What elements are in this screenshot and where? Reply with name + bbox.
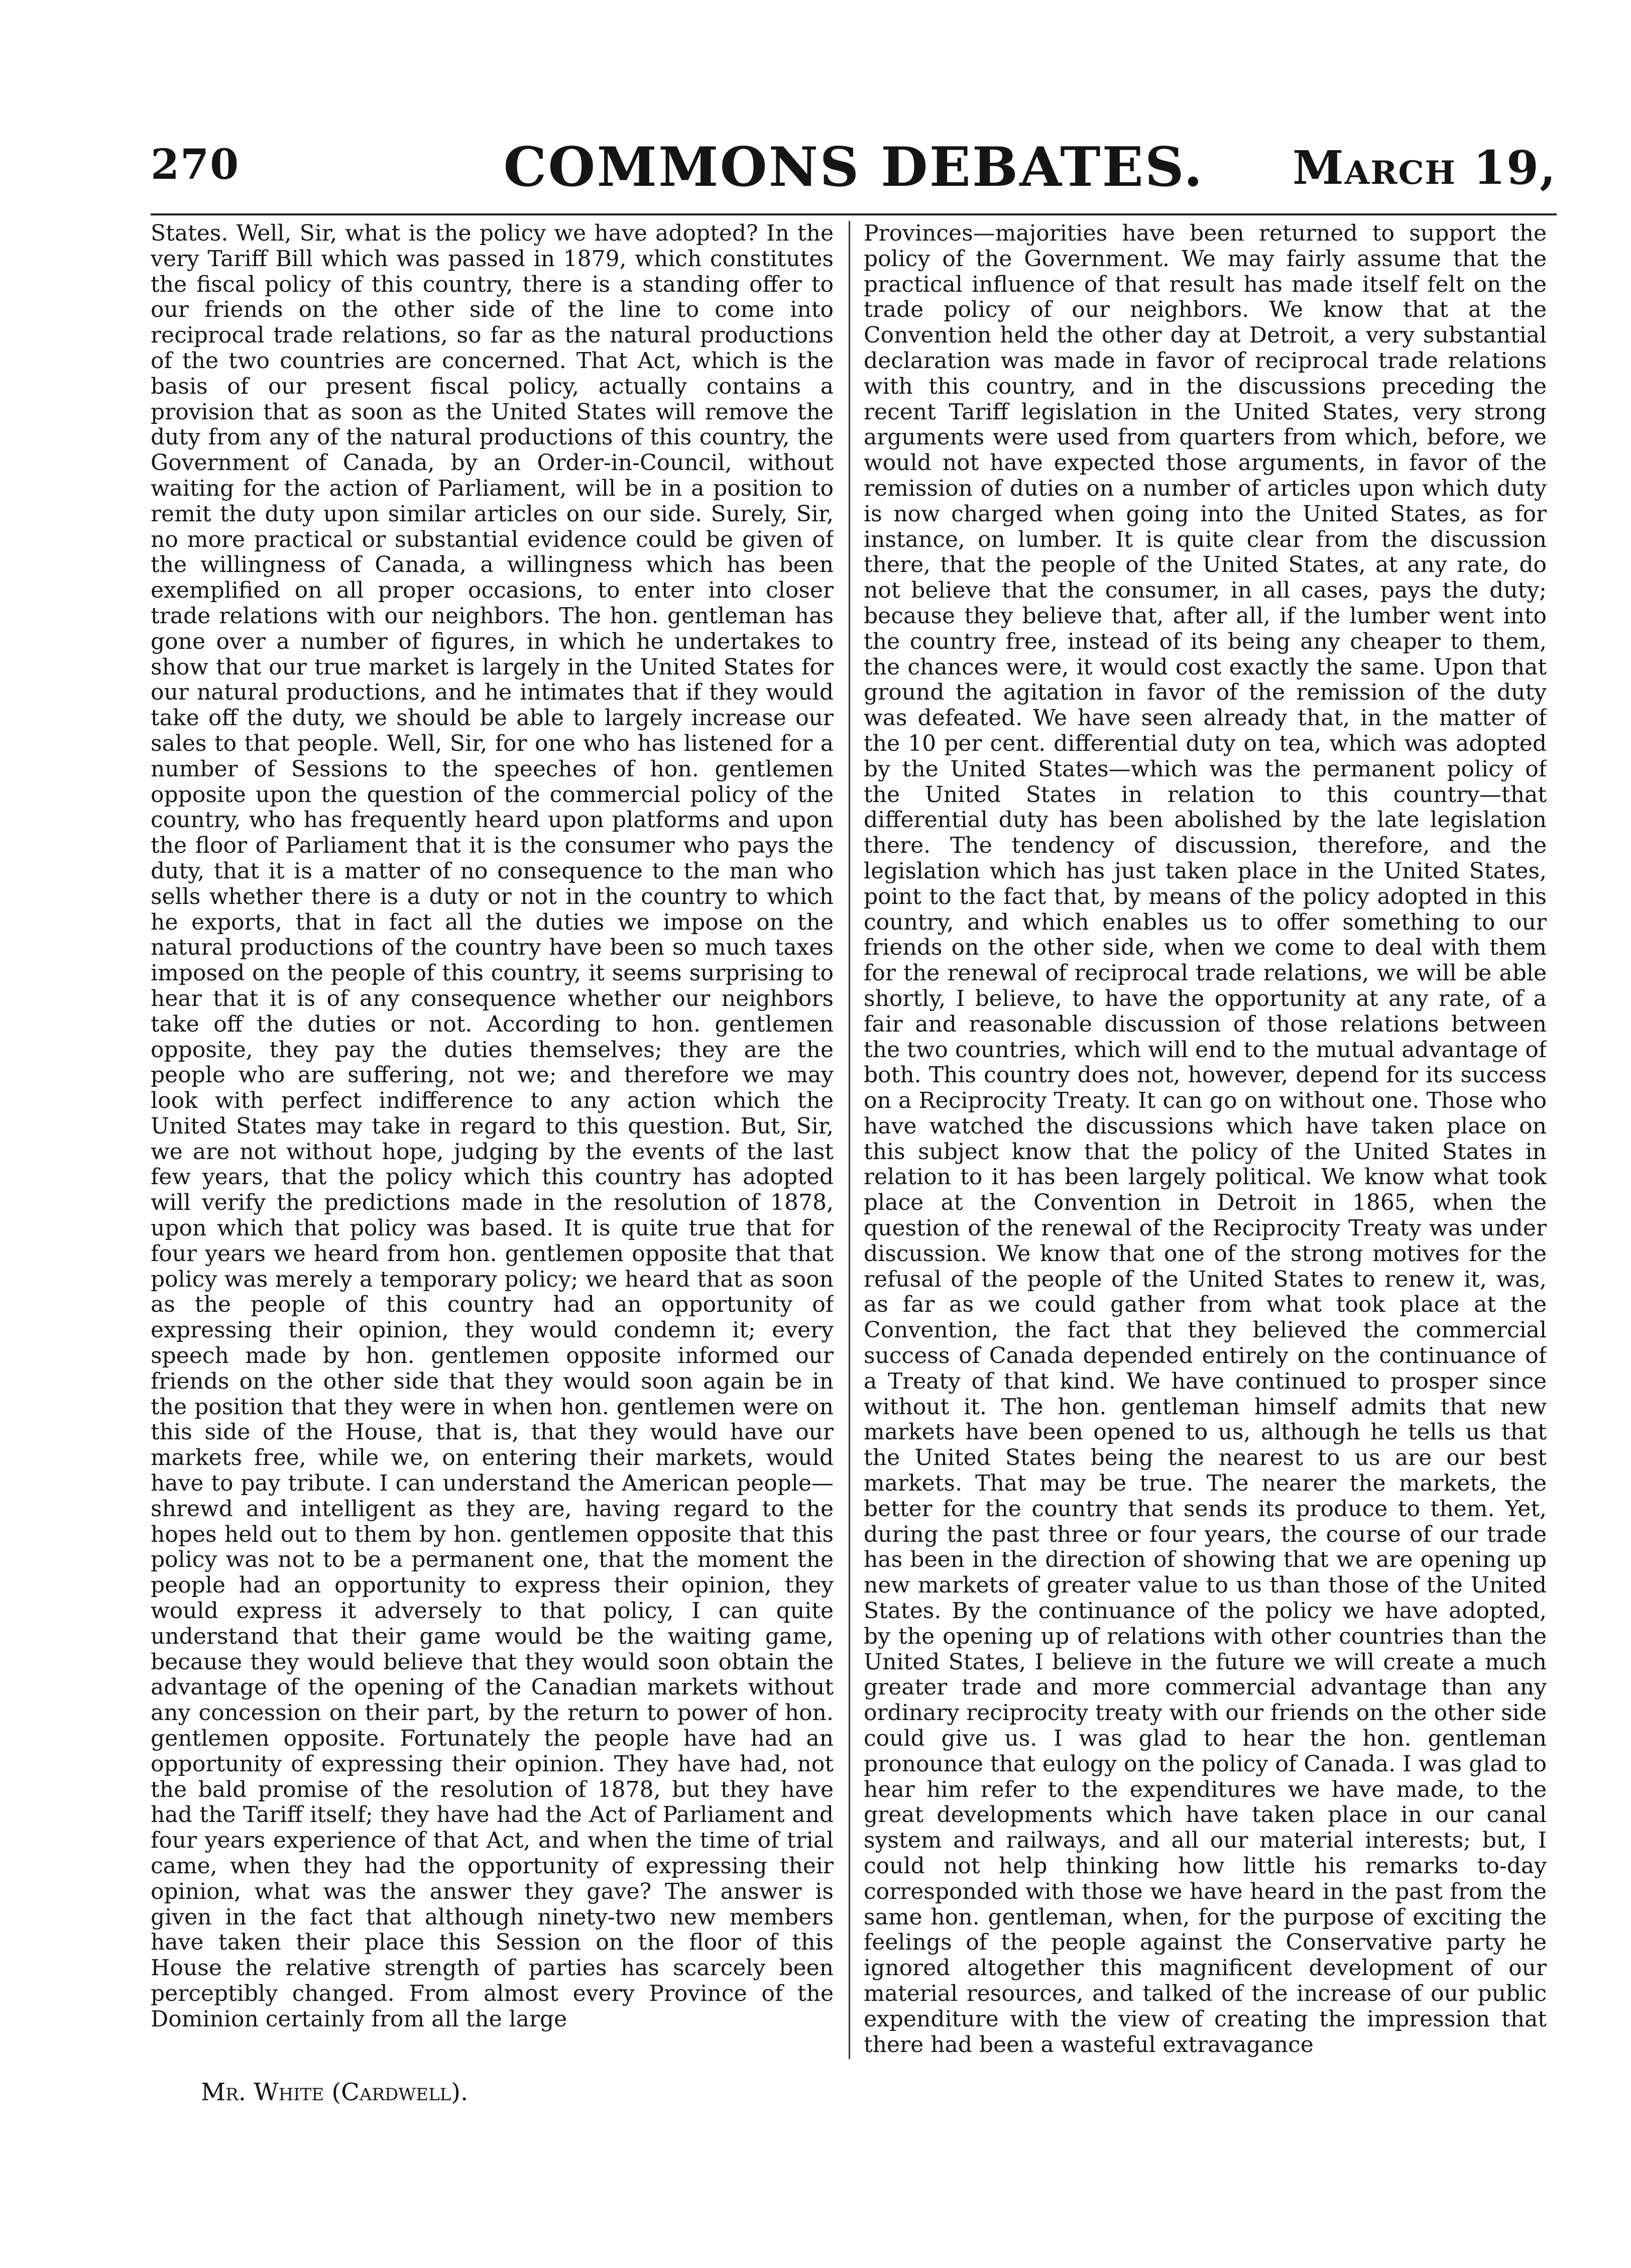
left-column-text: States. Well, Sir, what is the policy we have adopted? In the very Tariff Bill which was passed in 1879, which constitutes the fiscal policy of this country, there is a standing offer to our friends on the other side of the line to come into reciprocal trade relations, so far as the natural productions of the two countries are concerned. That Act, which is the basis of our present fiscal policy, actually contains a provision that as soon as the United States will remove the duty from any of the natural productions of this country, the Government of Canada, by an Order-in-Council, without waiting for the action of Parliament, will be in a position to remit the duty upon similar articles on our side. Surely, Sir, no more practical or substantial evidence could be given of the willingness of Canada, a willingness which has been exemplified on all proper occasions, to enter into closer trade relations with our neighbors. The hon. gentleman has gone over a number of figures, in which he undertakes to show that our true market is largely in the United States for our natural productions, and he intimates that if they would take off the duty, we should be able to largely increase our sales to that people. Well, Sir, for one who has listened for a number of Sessions to the speeches of hon. gentlemen opposite upon the question of the commercial policy of the country, who has frequently heard upon platforms and upon the floor of Parliament that it is the consumer who pays the duty, that it is a matter of no consequence to the man who sells whether there is a duty or not in the country to which he exports, that in fact all the duties we impose on the natural productions of the country have been so much taxes imposed on the people of this country, it seems surprising to hear that it is of any consequence whether our neighbors take off the duties or not. According to hon. gentlemen opposite, they pay the duties themselves; they are the people who are suffering, not we; and therefore we may look with perfect indifference to any action which the United States may take in regard to this question. But, Sir, we are not without hope, judging by the events of the last few years, that the policy which this country has adopted will verify the predictions made in the resolution of 1878, upon which that policy was based. It is quite true that for four years we heard from hon. gentlemen opposite that that policy was merely a temporary policy; we heard that as soon as the people of this country had an opportunity of expressing their opinion, they would condemn it; every speech made by hon. gentlemen opposite informed our friends on the other side that they would soon again be in the position that they were in when hon. gentlemen were on this side of the House, that is, that they would have our markets free, while we, on entering their markets, would have to pay tribute. I can understand the American people—shrewd and intelligent as they are, having regard to the hopes held out to them by hon. gentlemen opposite that this policy was not to be a permanent one, that the moment the people had an opportunity to express their opinion, they would express it adversely to that policy, I can quite understand that their game would be the waiting game, because they would believe that they would soon obtain the advantage of the opening of the Canadian markets without any concession on their part, by the return to power of hon. gentlemen opposite. Fortunately the people have had an opportunity of expressing their opinion. They have had, not the bald promise of the resolution of 1878, but they have had the Tariff itself; they have had the Act of Parliament and four years experience of that Act, and when the time of trial came, when they had the opportunity of expressing their opinion, what was the answer they gave? The answer is given in the fact that although ninety-two new members have taken their place this Session on the floor of this House the relative strength of parties has scarcely been perceptibly changed. From almost every Province of the Dominion certainly from all the large (151, 221, 834, 2032)
page-header (151, 136, 1557, 211)
header-date: March 19, (1292, 141, 1557, 195)
page-number: 270 (151, 141, 240, 189)
header-rule (151, 213, 1557, 215)
right-column (864, 221, 1547, 2069)
running-title: COMMONS DEBATES. (503, 136, 1204, 199)
left-column (151, 221, 834, 2069)
speaker-footer: Mr. White (Cardwell). (201, 2078, 469, 2106)
column-divider (849, 221, 850, 2059)
right-column-text: Provinces—majorities have been returned to support the policy of the Government. We may fairly assume that the practical influence of that result has made itself felt on the trade policy of our neighbors. We know that at the Convention held the other day at Detroit, a very substantial declaration was made in favor of reciprocal trade relations with this country, and in the discussions preceding the recent Tariff legislation in the United States, very strong arguments were used from quarters from which, before, we would not have expected those arguments, in favor of the remission of duties on a number of articles upon which duty is now charged when going into the United States, as for instance, on lumber. It is quite clear from the discussion there, that the people of the United States, at any rate, do not believe that the consumer, in all cases, pays the duty; because they believe that, after all, if the lumber went into the country free, instead of its being any cheaper to them, the chances were, it would cost exactly the same. Upon that ground the agitation in favor of the remission of the duty was defeated. We have seen already that, in the matter of the 10 per cent. differential duty on tea, which was adopted by the United States—which was the permanent policy of the United States in relation to this country—that differential duty has been abolished by the late legislation there. The tendency of discussion, therefore, and the legislation which has just taken place in the United States, point to the fact that, by means of the policy adopted in this country, and which enables us to offer something to our friends on the other side, when we come to deal with them for the renewal of reciprocal trade relations, we will be able shortly, I believe, to have the opportunity at any rate, of a fair and reasonable discussion of those relations between the two countries, which will end to the mutual advantage of both. This country does not, however, depend for its success on a Reciprocity Treaty. It can go on without one. Those who have watched the discussions which have taken place on this subject know that the policy of the United States in relation to it has been largely political. We know what took place at the Convention in Detroit in 1865, when the question of the renewal of the Reciprocity Treaty was under discussion. We know that one of the strong motives for the refusal of the people of the United States to renew it, was, as far as we could gather from what took place at the Convention, the fact that they believed the commercial success of Canada depended entirely on the continuance of a Treaty of that kind. We have continued to prosper since without it. The hon. gentleman himself admits that new markets have been opened to us, although he tells us that the United States being the nearest to us are our best markets. That may be true. The nearer the markets, the better for the country that sends its produce to them. Yet, during the past three or four years, the course of our trade has been in the direction of showing that we are opening up new markets of greater value to us than those of the United States. By the continuance of the policy we have adopted, by the opening up of relations with other countries than the United States, I believe in the future we will create a much greater trade and more commercial advantage than any ordinary reciprocity treaty with our friends on the other side could give us. I was glad to hear the hon. gentleman pronounce that eulogy on the policy of Canada. I was glad to hear him refer to the expenditures we have made, to the great developments which have taken place in our canal system and railways, and all our material interests; but, I could not help thinking how little his remarks to-day corresponded with those we have heard in the past from the same hon. gentleman, when, for the purpose of exciting the feelings of the people against the Conservative party he ignored altogether this magnificent development of our material resources, and talked of the increase of our public expenditure with the view of creating the impression that there had been a wasteful extravagance (864, 221, 1547, 2058)
